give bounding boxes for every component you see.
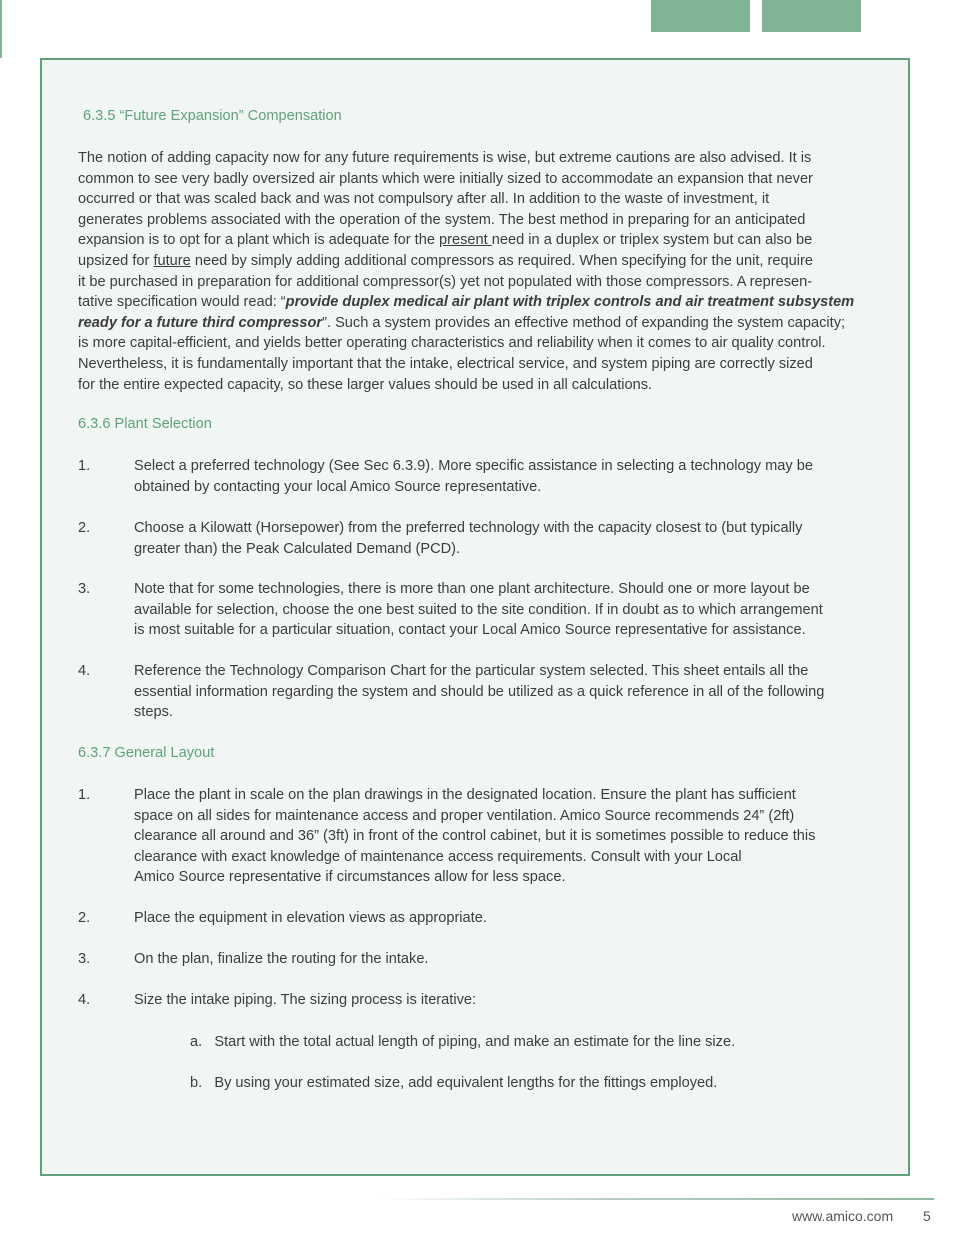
paragraph-line: occurred or that was scaled back and was not compulsory after all. In addition to the waste of investment, it (78, 191, 770, 208)
section-heading-general-layout: 6.3.7 General Layout (78, 745, 215, 761)
list-line: Reference the Technology Comparison Chart for the particular system selected. This sheet entails all the (134, 663, 809, 679)
list-line: clearance all around and 36” (3ft) in front of the control cabinet, but it is sometimes possible to reduce this (134, 828, 816, 845)
list-text (134, 456, 878, 497)
paragraph-line: it be purchased in preparation for additional compressor(s) yet not populated with those compressors. A represen- (78, 273, 813, 290)
list-line: space on all sides for maintenance access and proper ventilation. Amico Source recommends 24” (2ft) (134, 807, 795, 824)
list-number: 1. (78, 787, 91, 803)
section-heading-plant-selection: 6.3.6 Plant Selection (78, 416, 212, 432)
list-line: Select a preferred technology (See Sec 6.3.9). More specific assistance in selecting a technology may be (134, 458, 813, 474)
underlined-present: present (439, 232, 492, 249)
underlined-future: future (153, 252, 191, 269)
list-number: 4. (78, 992, 91, 1008)
list-text (134, 949, 878, 970)
list-number: 4. (78, 663, 91, 679)
text-run: ”. Such a system provides an effective method of expanding the system capacity; (322, 314, 846, 331)
text-run: need in a duplex or triplex system but can also be (491, 232, 813, 249)
sub-list-item-a: a. Start with the total actual length of piping, and make an estimate for the line size. (190, 1034, 736, 1050)
sub-list-item-b: b. By using your estimated size, add equivalent lengths for the fittings employed. (190, 1075, 718, 1091)
list-line: On the plan, finalize the routing for the intake. (134, 951, 429, 967)
paragraph-line: Nevertheless, it is fundamentally important that the intake, electrical service, and system piping are correctly sized (78, 355, 813, 372)
page-number: 5 (923, 1208, 931, 1224)
list-line: is most suitable for a particular situation, contact your Local Amico Source representative for assistance. (134, 622, 806, 639)
text-run: tative specification would read: “ (78, 294, 286, 311)
footer-divider (380, 1198, 934, 1200)
list-line: Place the plant in scale on the plan drawings in the designated location. Ensure the plant has sufficient (134, 787, 796, 803)
list-text (134, 579, 878, 641)
content-panel (40, 58, 910, 1176)
list-number: 3. (78, 951, 91, 967)
list-line: clearance with exact knowledge of maintenance access requirements. Consult with your Local (134, 848, 742, 865)
list-text (134, 518, 878, 559)
list-line: steps. (134, 704, 173, 721)
list-line: greater than) the Peak Calculated Demand (PCD). (134, 540, 461, 557)
list-line: essential information regarding the system and should be utilized as a quick reference in all of the following (134, 683, 825, 700)
paragraph-line: is more capital-efficient, and yields better operating characteristics and reliability when it comes to air quality control. (78, 335, 826, 352)
left-accent-bar (0, 0, 2, 58)
paragraph-line: generates problems associated with the operation of the system. The best method in preparing for an anticipated (78, 211, 806, 228)
paragraph-line: common to see very badly oversized air plants which were initially sized to accommodate an expansion that never (78, 170, 813, 187)
paragraph-line (78, 313, 878, 334)
list-number: 2. (78, 910, 91, 926)
text-run: need by simply adding additional compressors as required. When specifying for the unit, require (190, 252, 813, 269)
list-line: Size the intake piping. The sizing process is iterative: (134, 992, 477, 1008)
paragraph-line: for the entire expected capacity, so these larger values should be used in all calculations. (78, 376, 653, 393)
list-line: Place the equipment in elevation views as appropriate. (134, 910, 487, 926)
paragraph-line: The notion of adding capacity now for any future requirements is wise, but extreme cautions are also advised. It is (78, 150, 812, 166)
specification-quote: provide duplex medical air plant with triplex controls and air treatment subsystem (285, 294, 855, 311)
paragraph-line (78, 251, 878, 272)
expansion-paragraph (78, 148, 878, 395)
list-line: Amico Source representative if circumstances allow for less space. (134, 869, 566, 886)
list-line: Note that for some technologies, there is more than one plant architecture. Should one or more layout be (134, 581, 810, 597)
header-tab-2 (762, 0, 861, 32)
list-number: 2. (78, 520, 91, 536)
list-line: available for selection, choose the one best suited to the site condition. If in doubt as to which arrangement (134, 601, 823, 618)
paragraph-line (78, 292, 878, 313)
paragraph-line (78, 230, 878, 251)
list-text (134, 908, 878, 929)
header-tab-1 (651, 0, 750, 32)
text-run: upsized for (78, 252, 154, 269)
specification-quote: ready for a future third compressor (78, 314, 323, 331)
list-line: obtained by contacting your local Amico Source representative. (134, 478, 542, 495)
list-number: 1. (78, 458, 91, 474)
list-line: Choose a Kilowatt (Horsepower) from the preferred technology with the capacity closest to (but typically (134, 520, 803, 536)
text-run: expansion is to opt for a plant which is adequate for the (78, 232, 440, 249)
footer-website-link[interactable]: www.amico.com (792, 1208, 894, 1224)
list-text (134, 785, 878, 888)
list-number: 3. (78, 581, 91, 597)
list-text (134, 661, 878, 723)
section-heading-future-expansion: 6.3.5 “Future Expansion” Compensation (83, 108, 342, 124)
list-text (134, 990, 878, 1011)
